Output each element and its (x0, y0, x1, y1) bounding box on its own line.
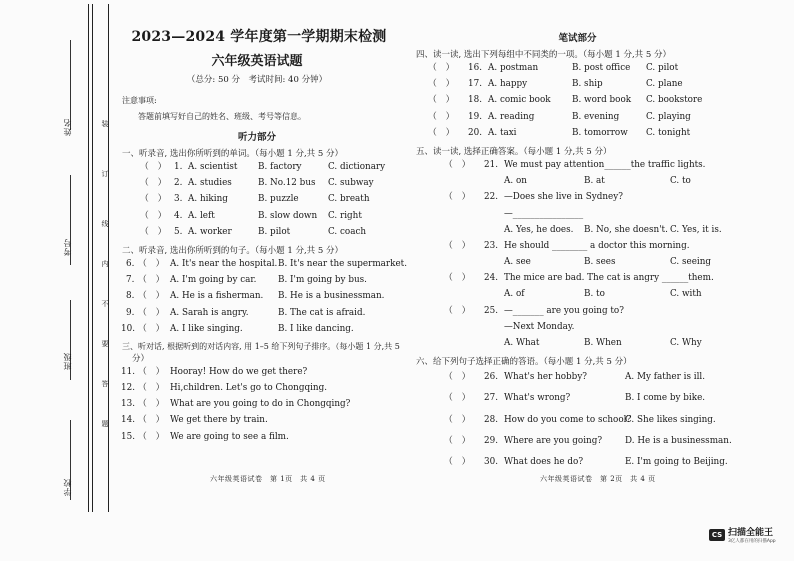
watermark-name: 扫描全能王 (728, 528, 774, 538)
option-b: B. It's near the supermarket. (278, 258, 407, 269)
option-c: C. seeing (670, 257, 712, 268)
answer-paren[interactable]: （ ） (140, 178, 167, 189)
option-b: B. factory (258, 162, 302, 172)
binding-mark: 不 (101, 300, 109, 307)
question-row (420, 367, 735, 388)
options-row (420, 286, 735, 302)
question-text: He should ________ a doctor this morning. (504, 240, 690, 251)
option-b: B. I like dancing. (278, 323, 354, 334)
question-text: The mice are bad. The cat is angry ______them. (504, 273, 714, 284)
question-row (420, 270, 735, 286)
question-row (118, 380, 396, 396)
section-2-questions (118, 256, 407, 337)
sentence: We get there by train. (170, 415, 268, 426)
class-label: 班级 (63, 352, 72, 370)
question-text: What does he do? (504, 456, 584, 467)
answer-paren[interactable]: （ ） (428, 63, 455, 73)
option-b: B. sees (584, 257, 616, 268)
question-row (420, 76, 735, 92)
option-a: A. taxi (488, 127, 517, 138)
question-number: 28. (484, 414, 498, 425)
option-c: C. subway (328, 178, 374, 189)
question-number: 16. (468, 63, 482, 73)
binding-strip (0, 0, 122, 520)
question-number: 19. (468, 111, 482, 122)
option-c: C. plane (646, 79, 683, 90)
question-row (420, 410, 735, 431)
section-4-heading: 四、读一读, 选出下列每组中不同类的一项。（每小题 1 分,共 5 分） (416, 50, 671, 60)
question-number: 5. (174, 226, 183, 237)
page-2-footer: 六年级英语试卷 第 2页 共 4 页 (540, 475, 656, 483)
question-reply: —Next Monday. (504, 321, 575, 332)
binding-line (88, 4, 89, 512)
question-row (420, 157, 735, 173)
exam-info: （总分: 50 分 考试时间: 40 分钟） (186, 75, 328, 85)
option-b: B. to (584, 289, 605, 300)
question-number: 18. (468, 95, 482, 106)
option-a: A. see (504, 257, 531, 268)
binding-mark: 订 (101, 170, 109, 177)
answer-paren[interactable]: （ ） (444, 273, 471, 284)
watermark-text (728, 525, 776, 544)
section-6-questions (420, 367, 735, 473)
section-5-questions (420, 157, 735, 351)
question-number: 17. (468, 79, 482, 90)
question-row (420, 303, 735, 319)
question-number: 20. (468, 127, 482, 138)
option-b: B. No, she doesn't. (584, 224, 668, 235)
notes-heading: 注意事项: (122, 96, 157, 105)
answer-paren[interactable]: （ ） (138, 399, 165, 410)
option-a: A. studies (188, 178, 232, 189)
question-number: 30. (484, 456, 498, 467)
option-a: A. reading (488, 111, 535, 122)
question-text: What's wrong? (504, 393, 571, 404)
option-b: B. The cat is afraid. (278, 307, 366, 318)
option-c: C. tonight (646, 127, 691, 138)
section-2-heading: 二、听录音, 选出你所听到的句子。（每小题 1 分,共 5 分） (122, 245, 343, 256)
option-c: C. dictionary (328, 162, 386, 172)
page-1-footer: 六年级英语试卷 第 1页 共 4 页 (210, 475, 326, 483)
binding-mark: 题 (101, 420, 109, 427)
answer-paren[interactable]: （ ） (138, 323, 165, 334)
answer-paren[interactable]: （ ） (444, 414, 471, 425)
question-number: 21. (484, 159, 498, 170)
question-row (420, 431, 735, 452)
answer-option: A. My father is ill. (625, 372, 705, 383)
option-a: A. worker (188, 226, 232, 237)
question-row (118, 224, 396, 240)
question-row (118, 364, 396, 380)
section-5-heading: 五、读一读, 选择正确答案。（每小题 1 分,共 5 分） (416, 146, 612, 157)
section-1-questions (118, 159, 396, 240)
option-a: A. postman (488, 63, 539, 73)
question-text: What's her hobby? (504, 372, 587, 383)
exam-number-label: 考号 (63, 238, 72, 256)
option-c: C. with (670, 289, 702, 300)
question-number: 15. (121, 431, 135, 442)
question-text: We must pay attention______the traffic lights. (504, 159, 706, 170)
question-row (118, 429, 396, 445)
option-b: B. He is a businessman. (278, 291, 385, 302)
option-c: C. coach (328, 226, 367, 237)
question-number: 26. (484, 372, 498, 383)
question-number: 3. (174, 194, 183, 205)
option-b: B. ship (572, 79, 603, 90)
question-text: —_______ are you going to? (504, 305, 624, 316)
option-a: A. hiking (188, 194, 228, 205)
question-number: 24. (484, 273, 498, 284)
option-b: B. tomorrow (572, 127, 628, 138)
question-number: 25. (484, 305, 498, 316)
option-b: B. I'm going by bus. (278, 275, 367, 286)
options-row (420, 173, 735, 189)
option-b: B. word book (572, 95, 632, 106)
question-line-2 (420, 319, 735, 335)
left-page (118, 26, 407, 445)
question-number: 10. (121, 323, 135, 334)
question-number: 2. (174, 178, 183, 189)
answer-paren[interactable]: （ ） (140, 210, 167, 221)
question-row (118, 159, 396, 175)
option-b: B. post office (572, 63, 631, 73)
name-label: 姓名 (63, 118, 72, 136)
question-number: 12. (121, 383, 135, 394)
question-number: 9. (126, 307, 135, 318)
question-row (118, 305, 396, 321)
option-c: C. to (670, 176, 691, 187)
school-label: 学校 (63, 478, 72, 496)
question-row (118, 191, 396, 207)
option-a: A. comic book (488, 95, 551, 106)
answer-option: C. She likes singing. (625, 414, 716, 425)
binding-mark: 线 (101, 220, 109, 227)
section-3-heading-cont: 分） (132, 353, 150, 364)
section-6-heading: 六、给下列句子选择正确的答语。（每小题 1 分,共 5 分） (416, 357, 632, 368)
question-number: 22. (484, 192, 498, 203)
option-c: C. Why (670, 338, 702, 348)
option-a: A. He is a fisherman. (170, 291, 264, 302)
option-c: C. playing (646, 111, 691, 122)
section-4-questions (420, 60, 735, 141)
answer-paren[interactable]: （ ） (444, 435, 471, 446)
question-row (118, 412, 396, 428)
answer-option: B. I come by bike. (625, 393, 706, 404)
options-row (420, 254, 735, 270)
question-row (420, 452, 735, 473)
section-3-heading: 三、听对话, 根据听到的对话内容, 用 1–5 给下列句子排序。（每小题 1 分,共 5 (122, 341, 400, 351)
question-row (420, 92, 735, 108)
binding-mark: 要 (101, 340, 109, 347)
question-number: 13. (121, 399, 135, 410)
scanner-watermark (709, 525, 776, 544)
option-b: B. puzzle (258, 194, 299, 205)
answer-paren[interactable]: （ ） (140, 194, 167, 205)
question-row (118, 175, 396, 191)
option-a: A. Sarah is angry. (170, 307, 249, 318)
sentence: Hi,children. Let's go to Chongqing. (170, 383, 327, 394)
question-row (118, 272, 396, 288)
answer-paren[interactable]: （ ） (444, 305, 471, 316)
answer-paren[interactable]: （ ） (444, 192, 471, 203)
answer-blank[interactable]: —________________ (504, 208, 584, 219)
question-number: 23. (484, 240, 498, 251)
question-number: 4. (174, 210, 183, 221)
option-b: B. evening (572, 111, 620, 122)
question-row (118, 208, 396, 224)
options-row (420, 222, 735, 238)
option-c: C. bookstore (646, 95, 703, 106)
question-text: How do you come to school? (504, 414, 632, 425)
answer-paren[interactable]: （ ） (428, 111, 455, 122)
question-number: 27. (484, 393, 498, 404)
answer-paren[interactable]: （ ） (444, 456, 471, 467)
option-a: A. left (188, 210, 215, 221)
option-c: C. breath (328, 194, 370, 205)
exam-title: 2023—2024 学年度第一学期期末检测 (131, 29, 387, 45)
option-b: B. pilot (258, 226, 291, 237)
question-number: 6. (126, 258, 135, 269)
answer-paren[interactable]: （ ） (138, 366, 165, 377)
option-a: A. Yes, he does. (504, 224, 574, 235)
binding-mark: 装 (101, 120, 109, 127)
answer-option: D. He is a businessman. (625, 435, 732, 446)
sentence: What are you going to do in Chongqing? (170, 399, 351, 410)
watermark-tagline: 3亿人都在用的扫描App (728, 539, 776, 544)
answer-paren[interactable]: （ ） (444, 159, 471, 170)
name-blank[interactable] (70, 40, 71, 130)
sentence: We are going to see a film. (170, 431, 289, 442)
answer-paren[interactable]: （ ） (138, 383, 165, 394)
option-a: A. happy (488, 79, 528, 90)
option-a: A. of (504, 289, 525, 300)
answer-paren[interactable]: （ ） (428, 95, 455, 106)
option-a: A. scientist (188, 162, 238, 172)
answer-paren[interactable]: （ ） (138, 291, 165, 302)
notes-text: 答题前填写好自己的姓名、班级、考号等信息。 (138, 112, 306, 121)
answer-paren[interactable]: （ ） (138, 258, 165, 269)
question-number: 14. (121, 415, 135, 426)
listening-heading: 听力部分 (237, 132, 276, 143)
answer-paren[interactable]: （ ） (138, 415, 165, 426)
option-b: B. When (584, 338, 622, 348)
question-text: —Does she live in Sydney? (504, 192, 623, 203)
written-heading: 笔试部分 (558, 33, 597, 44)
question-number: 7. (126, 275, 135, 286)
question-row (118, 288, 396, 304)
answer-paren[interactable]: （ ） (138, 307, 165, 318)
question-row (420, 125, 735, 141)
question-row (420, 189, 735, 205)
option-b: B. slow down (258, 210, 318, 221)
question-line-2 (420, 206, 735, 222)
option-b: B. No.12 bus (258, 178, 316, 189)
binding-line (108, 4, 109, 512)
option-b: B. at (584, 176, 605, 187)
question-number: 8. (126, 291, 135, 302)
option-a: A. on (504, 176, 527, 187)
answer-paren[interactable]: （ ） (140, 226, 167, 237)
question-row (118, 396, 396, 412)
option-c: C. pilot (646, 63, 679, 73)
answer-paren[interactable]: （ ） (140, 162, 167, 172)
right-page (416, 24, 735, 473)
answer-paren[interactable]: （ ） (138, 431, 165, 442)
question-row (420, 109, 735, 125)
option-a: A. I like singing. (170, 323, 243, 334)
question-text: Where are you going? (504, 435, 603, 446)
option-a: A. I'm going by car. (170, 275, 257, 286)
binding-line (92, 4, 93, 512)
section-3-questions (118, 364, 396, 445)
option-a: A. It's near the hospital. (170, 258, 278, 269)
answer-paren[interactable]: （ ） (444, 240, 471, 251)
answer-paren[interactable]: （ ） (444, 393, 471, 404)
options-row (420, 335, 735, 351)
question-number: 11. (121, 366, 135, 377)
binding-mark: 内 (101, 260, 109, 267)
question-row (118, 321, 396, 337)
binding-mark: 答 (101, 380, 109, 387)
answer-paren[interactable]: （ ） (138, 275, 165, 286)
section-1-heading: 一、听录音, 选出你所听到的单词。（每小题 1 分,共 5 分） (122, 149, 343, 159)
question-number: 1. (174, 162, 183, 172)
camscanner-logo-icon: CS (709, 529, 725, 541)
exam-subtitle: 六年级英语试题 (211, 54, 303, 69)
question-number: 29. (484, 435, 498, 446)
option-c: C. Yes, it is. (670, 224, 722, 235)
answer-paren[interactable]: （ ） (428, 79, 455, 90)
question-row (420, 388, 735, 409)
question-row (420, 60, 735, 76)
answer-paren[interactable]: （ ） (444, 372, 471, 383)
question-row (118, 256, 407, 272)
option-a: A. What (504, 338, 540, 348)
answer-paren[interactable]: （ ） (428, 127, 455, 138)
sentence: Hooray! How do we get there? (170, 366, 308, 377)
answer-option: E. I'm going to Beijing. (625, 456, 728, 467)
option-c: C. right (328, 210, 362, 221)
question-row (420, 238, 735, 254)
